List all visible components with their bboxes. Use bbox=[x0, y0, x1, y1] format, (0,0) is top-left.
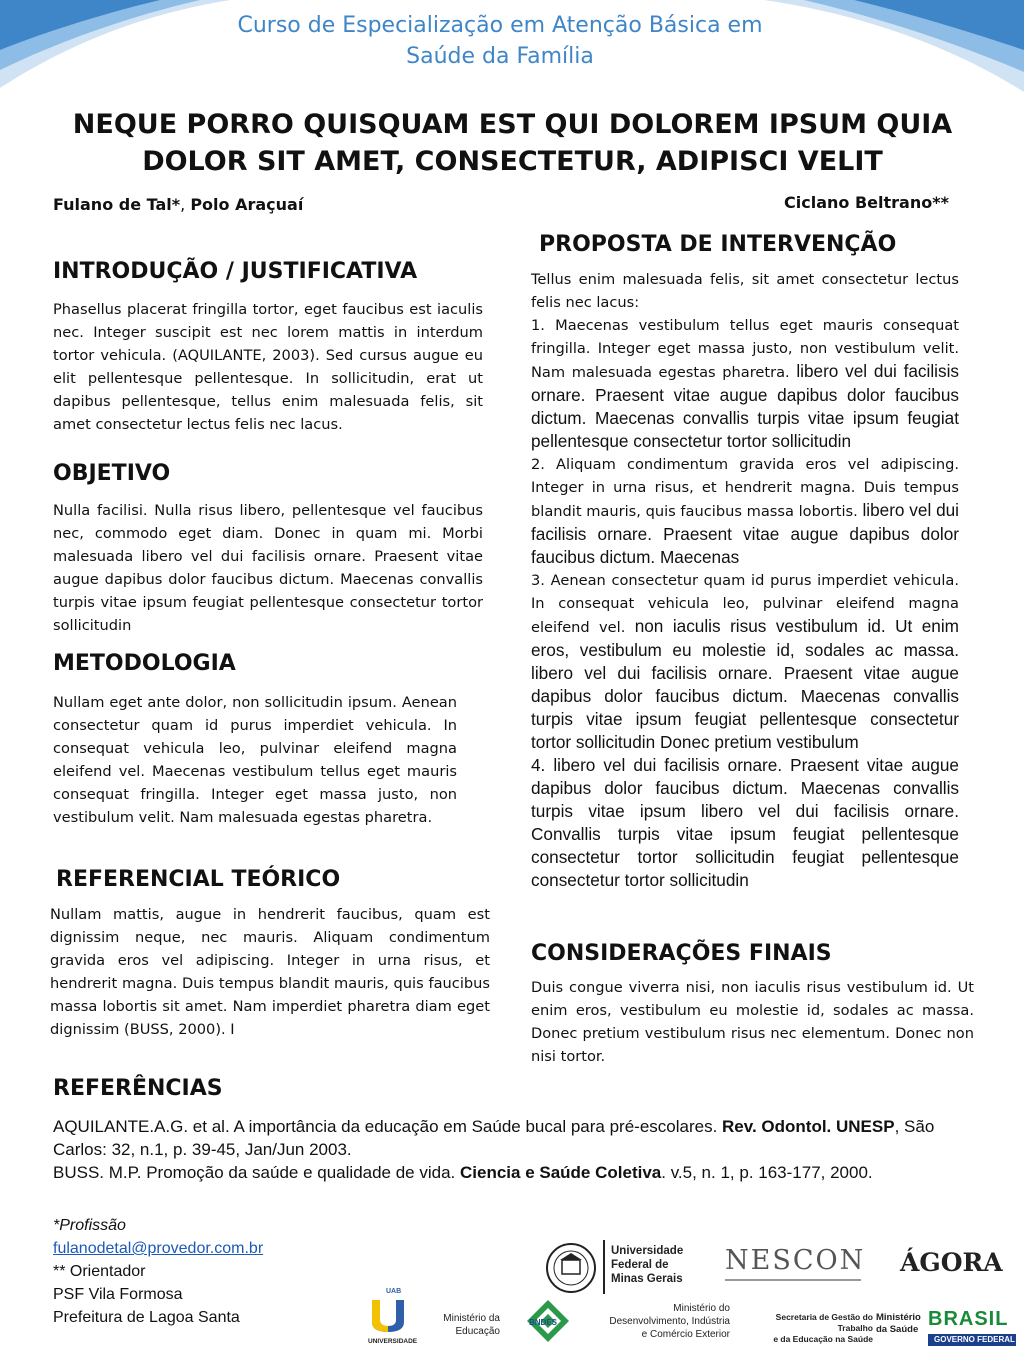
bndes-logo bbox=[525, 1298, 575, 1348]
author-left-separator: , bbox=[180, 195, 191, 214]
uab-logo bbox=[368, 1288, 423, 1351]
ufmg-seal-icon bbox=[545, 1242, 597, 1294]
author-left-name: Fulano de Tal* bbox=[53, 195, 181, 214]
proposta-item-2 bbox=[531, 453, 959, 569]
agora-wordmark: ÁGORA bbox=[900, 1248, 1003, 1277]
author-left bbox=[53, 195, 303, 214]
uab-universidade: UNIVERSIDADE bbox=[368, 1338, 418, 1345]
proposta-heading: PROPOSTA DE INTERVENÇÃO bbox=[539, 232, 897, 257]
min-des-line2: Desenvolvimento, Indústria bbox=[609, 1316, 730, 1327]
sgtes-line1: Secretaria de Gestão do Trabalho bbox=[775, 1312, 873, 1333]
proposta-item-2-a: 2. Aliquam condimentum gravida eros vel adipiscing. Integer in urna risus, et hendrerit magna. Duis tempus blandit mauris, quis faucibus massa lobortis. bbox=[531, 456, 959, 520]
proposta-item-1-a: 1. Maecenas vestibulum tellus eget mauris consequat fringilla. Integer eget massa justo, non vestibulum velit. Nam malesuada egestas pharetra. bbox=[531, 317, 959, 381]
reference-1 bbox=[53, 1115, 953, 1161]
proposta-item-1 bbox=[531, 314, 959, 453]
reference-2 bbox=[53, 1161, 953, 1184]
referencias-heading: REFERÊNCIAS bbox=[53, 1076, 223, 1101]
brasil-wordmark: BRASIL bbox=[928, 1308, 1009, 1330]
metodologia-text: Nullam eget ante dolor, non sollicitudin ipsum. Aenean consectetur quam id purus imperdiet vehicula. In consequat vehicula leo, pulvinar eleifend magna eleifend vel. Maecenas vestibulum tellus eget mauris consequat fringilla. Integer eget massa justo, non vestibulum velit. Nam malesuada egestas pharetra. bbox=[53, 694, 457, 826]
footer-orientador: ** Orientador bbox=[53, 1263, 146, 1280]
nescon-wordmark: NESCON bbox=[725, 1245, 866, 1276]
course-title bbox=[200, 10, 800, 72]
min-saude-line2: da Saúde bbox=[876, 1324, 919, 1335]
footer-email-link[interactable]: fulanodetal@provedor.com.br bbox=[53, 1240, 264, 1257]
objetivo-text: Nulla facilisi. Nulla risus libero, pellentesque vel faucibus nec, commodo eget diam. Donec in quam mi. Morbi malesuada libero vel dui facilisis ornare. Praesent vitae augue dapibus dolor faucibus dictum. Maecenas convallis turpis vitae ipsum feugiat pellentesque consectetur tortor sollicitudin bbox=[53, 502, 483, 634]
course-title-line2: Saúde da Família bbox=[406, 44, 594, 69]
proposta-item-2-b: libero vel dui facilisis ornare. Praesent vitae augue dapibus dolor faucibus dictum. Maecenas bbox=[531, 500, 959, 567]
ufmg-line3: Minas Gerais bbox=[611, 1273, 683, 1285]
governo-federal-label: GOVERNO FEDERAL bbox=[934, 1335, 1015, 1344]
proposta-item-1-b: libero vel dui facilisis ornare. Praesent vitae augue dapibus dolor faucibus dictum. Maecenas convallis turpis vitae ipsum feugiat pellentesque consectetur tortor sollicitudin bbox=[531, 361, 959, 451]
nescon-underline bbox=[725, 1279, 861, 1281]
min-saude-line1: Ministério bbox=[876, 1312, 921, 1323]
header-wave-left bbox=[0, 0, 230, 90]
ufmg-line1: Universidade bbox=[611, 1245, 684, 1257]
footer-profissao: *Profissão bbox=[53, 1217, 126, 1234]
governo-federal-logo bbox=[928, 1308, 1016, 1354]
uab-icon bbox=[368, 1296, 408, 1336]
agora-logo bbox=[900, 1248, 1003, 1288]
references-list bbox=[53, 1115, 953, 1184]
uab-label: UAB bbox=[386, 1288, 402, 1295]
author-left-place: Polo Araçuaí bbox=[190, 195, 304, 214]
metodologia-heading: METODOLOGIA bbox=[53, 651, 236, 676]
referencial-text: Nullam mattis, augue in hendrerit faucibus, quam est dignissim neque, nec mauris. Aliquam condimentum gravida eros vel adipiscing. Integer in urna risus, et hendrerit magna. Duis tempus blandit mauris, quis faucibus massa lobortis sit amet. Nam imperdiet pharetra diam eget dignissim (BUSS, 2000). I bbox=[50, 906, 490, 1038]
proposta-item-3-a: 3. Aenean consectetur quam id purus imperdiet vehicula. In consequat vehicula leo, pulvinar eleifend magna eleifend vel. bbox=[531, 572, 959, 636]
author-right: Ciclano Beltrano** bbox=[784, 193, 949, 212]
reference-1-text: AQUILANTE.A.G. et al. A importância da educação em Saúde bucal para pré-escolares. bbox=[53, 1117, 723, 1136]
nescon-logo bbox=[725, 1245, 865, 1285]
min-des-line3: e Comércio Exterior bbox=[641, 1329, 730, 1340]
reference-1-journal: Rev. Odontol. UNESP bbox=[722, 1117, 895, 1136]
header-wave-right bbox=[764, 0, 1024, 95]
ufmg-logo bbox=[545, 1240, 695, 1300]
ufmg-line2: Federal de bbox=[611, 1259, 669, 1271]
footer-prefeitura: Prefeitura de Lagoa Santa bbox=[53, 1309, 240, 1326]
poster-title-line2: DOLOR SIT AMET, CONSECTETUR, ADIPISCI VELIT bbox=[142, 146, 883, 177]
proposta-item-3 bbox=[531, 569, 959, 754]
objetivo-heading: OBJETIVO bbox=[53, 461, 171, 486]
footer-affiliations bbox=[53, 1214, 263, 1329]
min-desenvolvimento-logo bbox=[590, 1302, 730, 1346]
poster-title bbox=[60, 106, 965, 180]
proposta-body bbox=[531, 268, 959, 892]
intro-heading: INTRODUÇÃO / JUSTIFICATIVA bbox=[53, 259, 418, 284]
reference-1-details: , São Carlos: 32, n.1, p. 39-45, Jan/Jun 2003. bbox=[53, 1117, 935, 1159]
bndes-label: BNDES bbox=[529, 1318, 558, 1327]
consideracoes-heading: CONSIDERAÇÕES FINAIS bbox=[531, 941, 832, 966]
proposta-intro: Tellus enim malesuada felis, sit amet consectetur lectus felis nec lacus: bbox=[531, 271, 959, 311]
min-educacao-line1: Ministério da bbox=[443, 1313, 500, 1324]
proposta-item-3-b: non iaculis risus vestibulum id. Ut enim eros, vestibulum eu molestie id, sodales ac massa. libero vel dui facilisis ornare. Praesent vitae augue dapibus dolor faucibus dictum. Maecenas convallis turpis vitae ipsum feugiat pellentesque consectetur tortor sollicitudin Donec pretium vestibulum bbox=[531, 616, 959, 752]
reference-2-details: . v.5, n. 1, p. 163-177, 2000. bbox=[661, 1163, 873, 1182]
proposta-item-4: 4. libero vel dui facilisis ornare. Praesent vitae augue dapibus dolor faucibus dictum. Maecenas convallis turpis vitae ipsum libero vel dui facilisis ornare. Convallis turpis vitae ipsum feugiat pellentesque consectetur tortor sollicitudin feugiat pellentesque consectetur tortor sollicitudin bbox=[531, 755, 959, 890]
consideracoes-text: Duis congue viverra nisi, non iaculis risus vestibulum id. Ut enim eros, vestibulum eu molestie id, sodales ac massa. Donec pretium vestibulum risus nec elementum. Donec non nisi tortor. bbox=[531, 979, 974, 1065]
intro-text: Phasellus placerat fringilla tortor, eget faucibus est iaculis nec. Integer suscipit est nec lorem mattis in interdum tortor vehicula. (AQUILANTE, 2003). Sed cursus augue eu elit pellentesque pellentesque. In sollicitudin, erat ut dapibus pellentesque, tellus enim malesuada felis, sit amet consectetur lectus felis nec lacus. bbox=[53, 301, 483, 433]
poster-title-line1: NEQUE PORRO QUISQUAM EST QUI DOLOREM IPSUM QUIA bbox=[72, 109, 953, 140]
footer-psf: PSF Vila Formosa bbox=[53, 1286, 183, 1303]
min-educacao-logo bbox=[436, 1312, 500, 1344]
reference-2-text: BUSS. M.P. Promoção da saúde e qualidade de vida. bbox=[53, 1163, 460, 1182]
sgtes-logo bbox=[748, 1312, 873, 1342]
reference-2-journal: Ciencia e Saúde Coletiva bbox=[460, 1163, 662, 1182]
referencial-heading: REFERENCIAL TEÓRICO bbox=[56, 867, 341, 892]
min-des-line1: Ministério do bbox=[673, 1303, 730, 1314]
sgtes-line2: e da Educação na Saúde bbox=[773, 1334, 873, 1344]
course-title-line1: Curso de Especialização em Atenção Básica em bbox=[237, 13, 763, 38]
min-educacao-line2: Educação bbox=[455, 1326, 500, 1337]
ufmg-divider bbox=[603, 1240, 605, 1294]
min-saude-logo bbox=[876, 1312, 924, 1342]
